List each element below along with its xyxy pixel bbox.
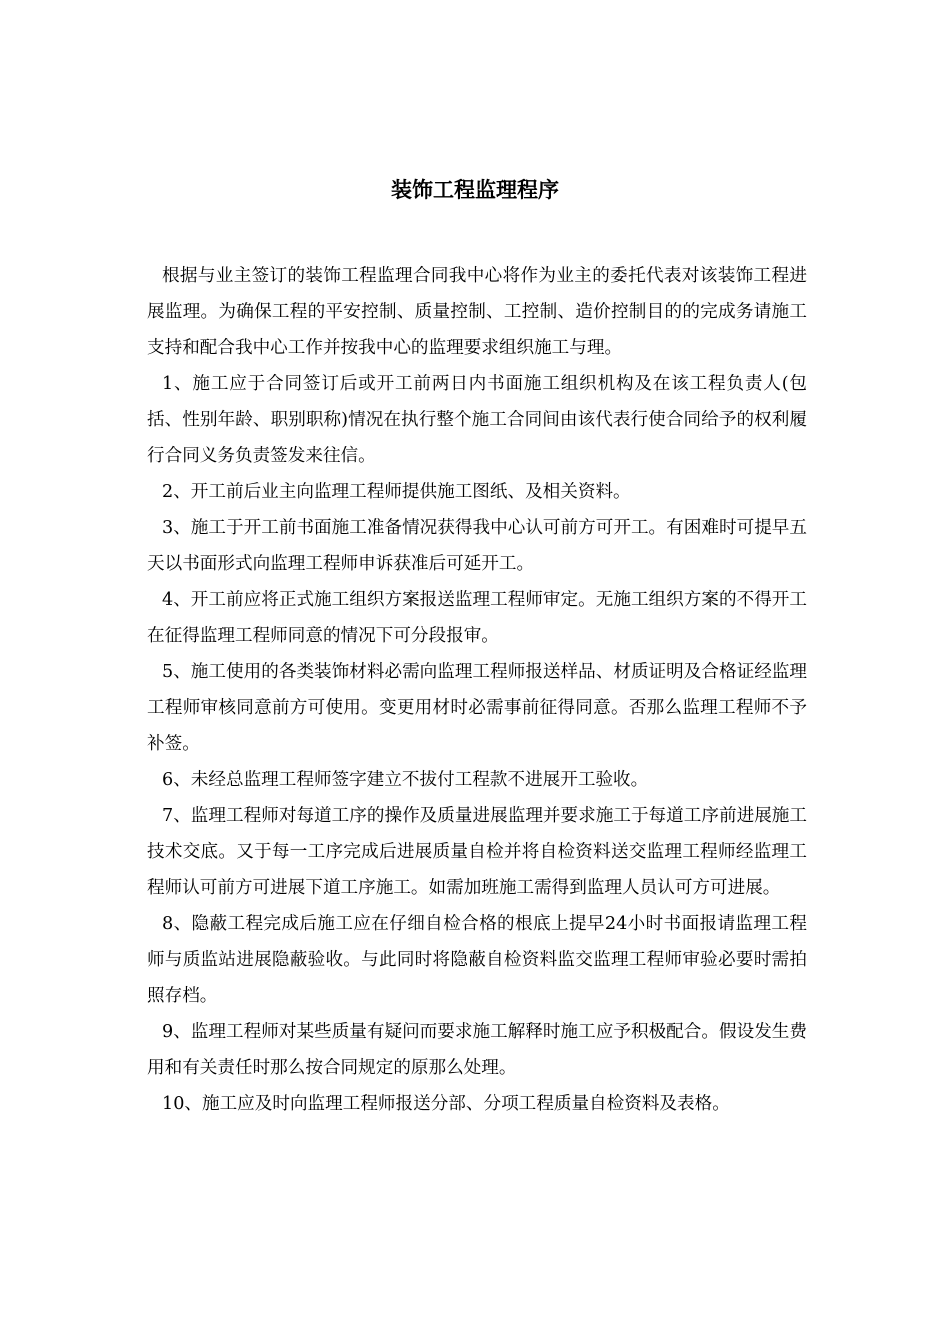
paragraph-item-5: 5、施工使用的各类装饰材料必需向监理工程师报送样品、材质证明及合格证经监理工程师审核同意前方可使用。变更用材时必需事前征得同意。否那么监理工程师不予补签。	[147, 662, 807, 754]
paragraph-item-3: 3、施工于开工前书面施工准备情况获得我中心认可前方可开工。有困难时可提早五天以书面形式向监理工程师申诉获准后可延开工。	[147, 518, 807, 574]
paragraph-item-8: 8、隐蔽工程完成后施工应在仔细自检合格的根底上提早24小时书面报请监理工程师与质监站进展隐蔽验收。与此同时将隐蔽自检资料监交监理工程师审验必要时需拍照存档。	[147, 914, 807, 1006]
paragraph-item-1: 1、施工应于合同签订后或开工前两日内书面施工组织机构及在该工程负责人(包括、性别年龄、职别职称)情况在执行整个施工合同间由该代表行使合同给予的权利履行合同义务负责签发来往信。	[147, 374, 807, 466]
document-title: 装饰工程监理程序	[391, 178, 559, 202]
paragraph-item-9: 9、监理工程师对某些质量有疑问而要求施工解释时施工应予积极配合。假设发生费用和有关责任时那么按合同规定的原那么处理。	[147, 1022, 807, 1078]
paragraph-intro: 根据与业主签订的装饰工程监理合同我中心将作为业主的委托代表对该装饰工程进展监理。为确保工程的平安控制、质量控制、工控制、造价控制目的的完成务请施工支持和配合我中心工作并按我中心的监理要求组织施工与理。	[147, 266, 807, 358]
paragraph-item-10: 10、施工应及时向监理工程师报送分部、分项工程质量自检资料及表格。	[162, 1094, 730, 1114]
paragraph-item-4: 4、开工前应将正式施工组织方案报送监理工程师审定。无施工组织方案的不得开工在征得监理工程师同意的情况下可分段报审。	[147, 590, 807, 646]
paragraph-item-7: 7、监理工程师对每道工序的操作及质量进展监理并要求施工于每道工序前进展施工技术交底。又于每一工序完成后进展质量自检并将自检资料送交监理工程师经监理工程师认可前方可进展下道工序施工。如需加班施工需得到监理人员认可方可进展。	[147, 806, 807, 898]
paragraph-item-6: 6、未经总监理工程师签字建立不拔付工程款不进展开工验收。	[162, 770, 649, 790]
document-body	[147, 258, 807, 1122]
paragraph-item-2: 2、开工前后业主向监理工程师提供施工图纸、及相关资料。	[162, 482, 631, 502]
